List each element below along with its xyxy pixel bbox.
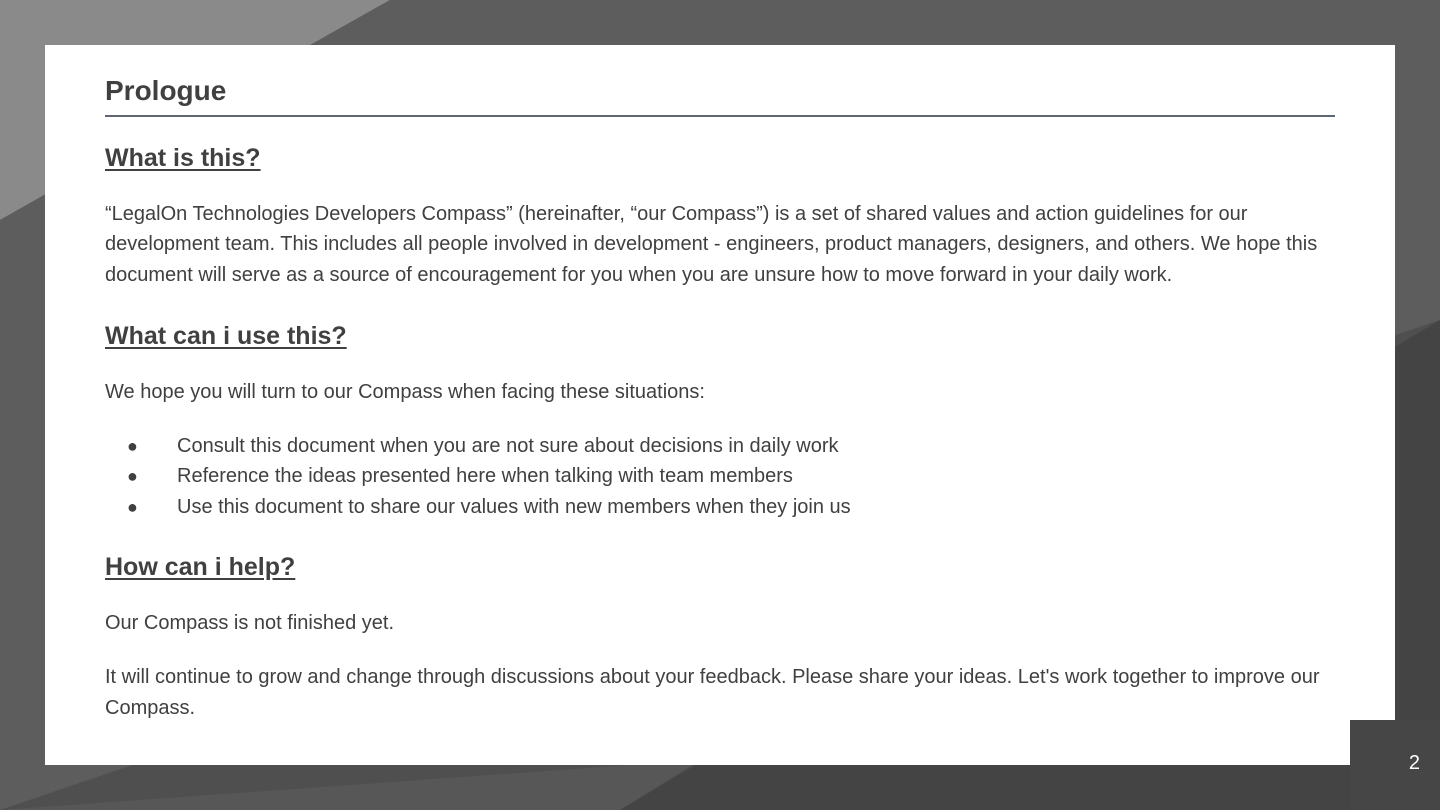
paragraph-use-intro: We hope you will turn to our Compass when facing these situations: <box>105 380 705 403</box>
list-item <box>105 461 1335 491</box>
paragraph-help-1: Our Compass is not finished yet. <box>105 612 395 635</box>
paragraph-what-is-this: “LegalOn Technologies Developers Compass” (hereinafter, “our Compass”) is a set of shared values and action guidelines for our development team. This includes all people involved in development - engineers, product managers, designers, and others. We hope this document will serve as a source of encouragement for you when you are unsure how to move forward in your daily work. <box>105 203 1318 286</box>
heading-how-can-i-help: How can i help? <box>105 553 296 582</box>
paragraph-help-2: It will continue to grow and change through discussions about your feedback. Please share your ideas. Let's work together to improve our Compass. <box>105 666 1320 719</box>
list-item <box>105 492 1335 522</box>
list-item-text: Use this document to share our values with new members when they join us <box>177 495 851 518</box>
bullet-icon: ● <box>127 496 138 517</box>
page-title: Prologue <box>105 75 1335 117</box>
bullet-icon: ● <box>127 436 138 457</box>
page-number-box <box>1350 720 1440 810</box>
heading-what-is-this: What is this? <box>105 144 261 172</box>
list-item <box>105 431 1335 461</box>
page-number: 2 <box>1408 752 1420 774</box>
situations-list <box>105 431 1335 522</box>
slide-content-card <box>45 45 1395 765</box>
list-item-text: Reference the ideas presented here when talking with team members <box>177 465 793 488</box>
bullet-icon: ● <box>127 466 138 487</box>
heading-what-can-i-use: What can i use this? <box>105 321 347 350</box>
list-item-text: Consult this document when you are not sure about decisions in daily work <box>177 435 839 458</box>
